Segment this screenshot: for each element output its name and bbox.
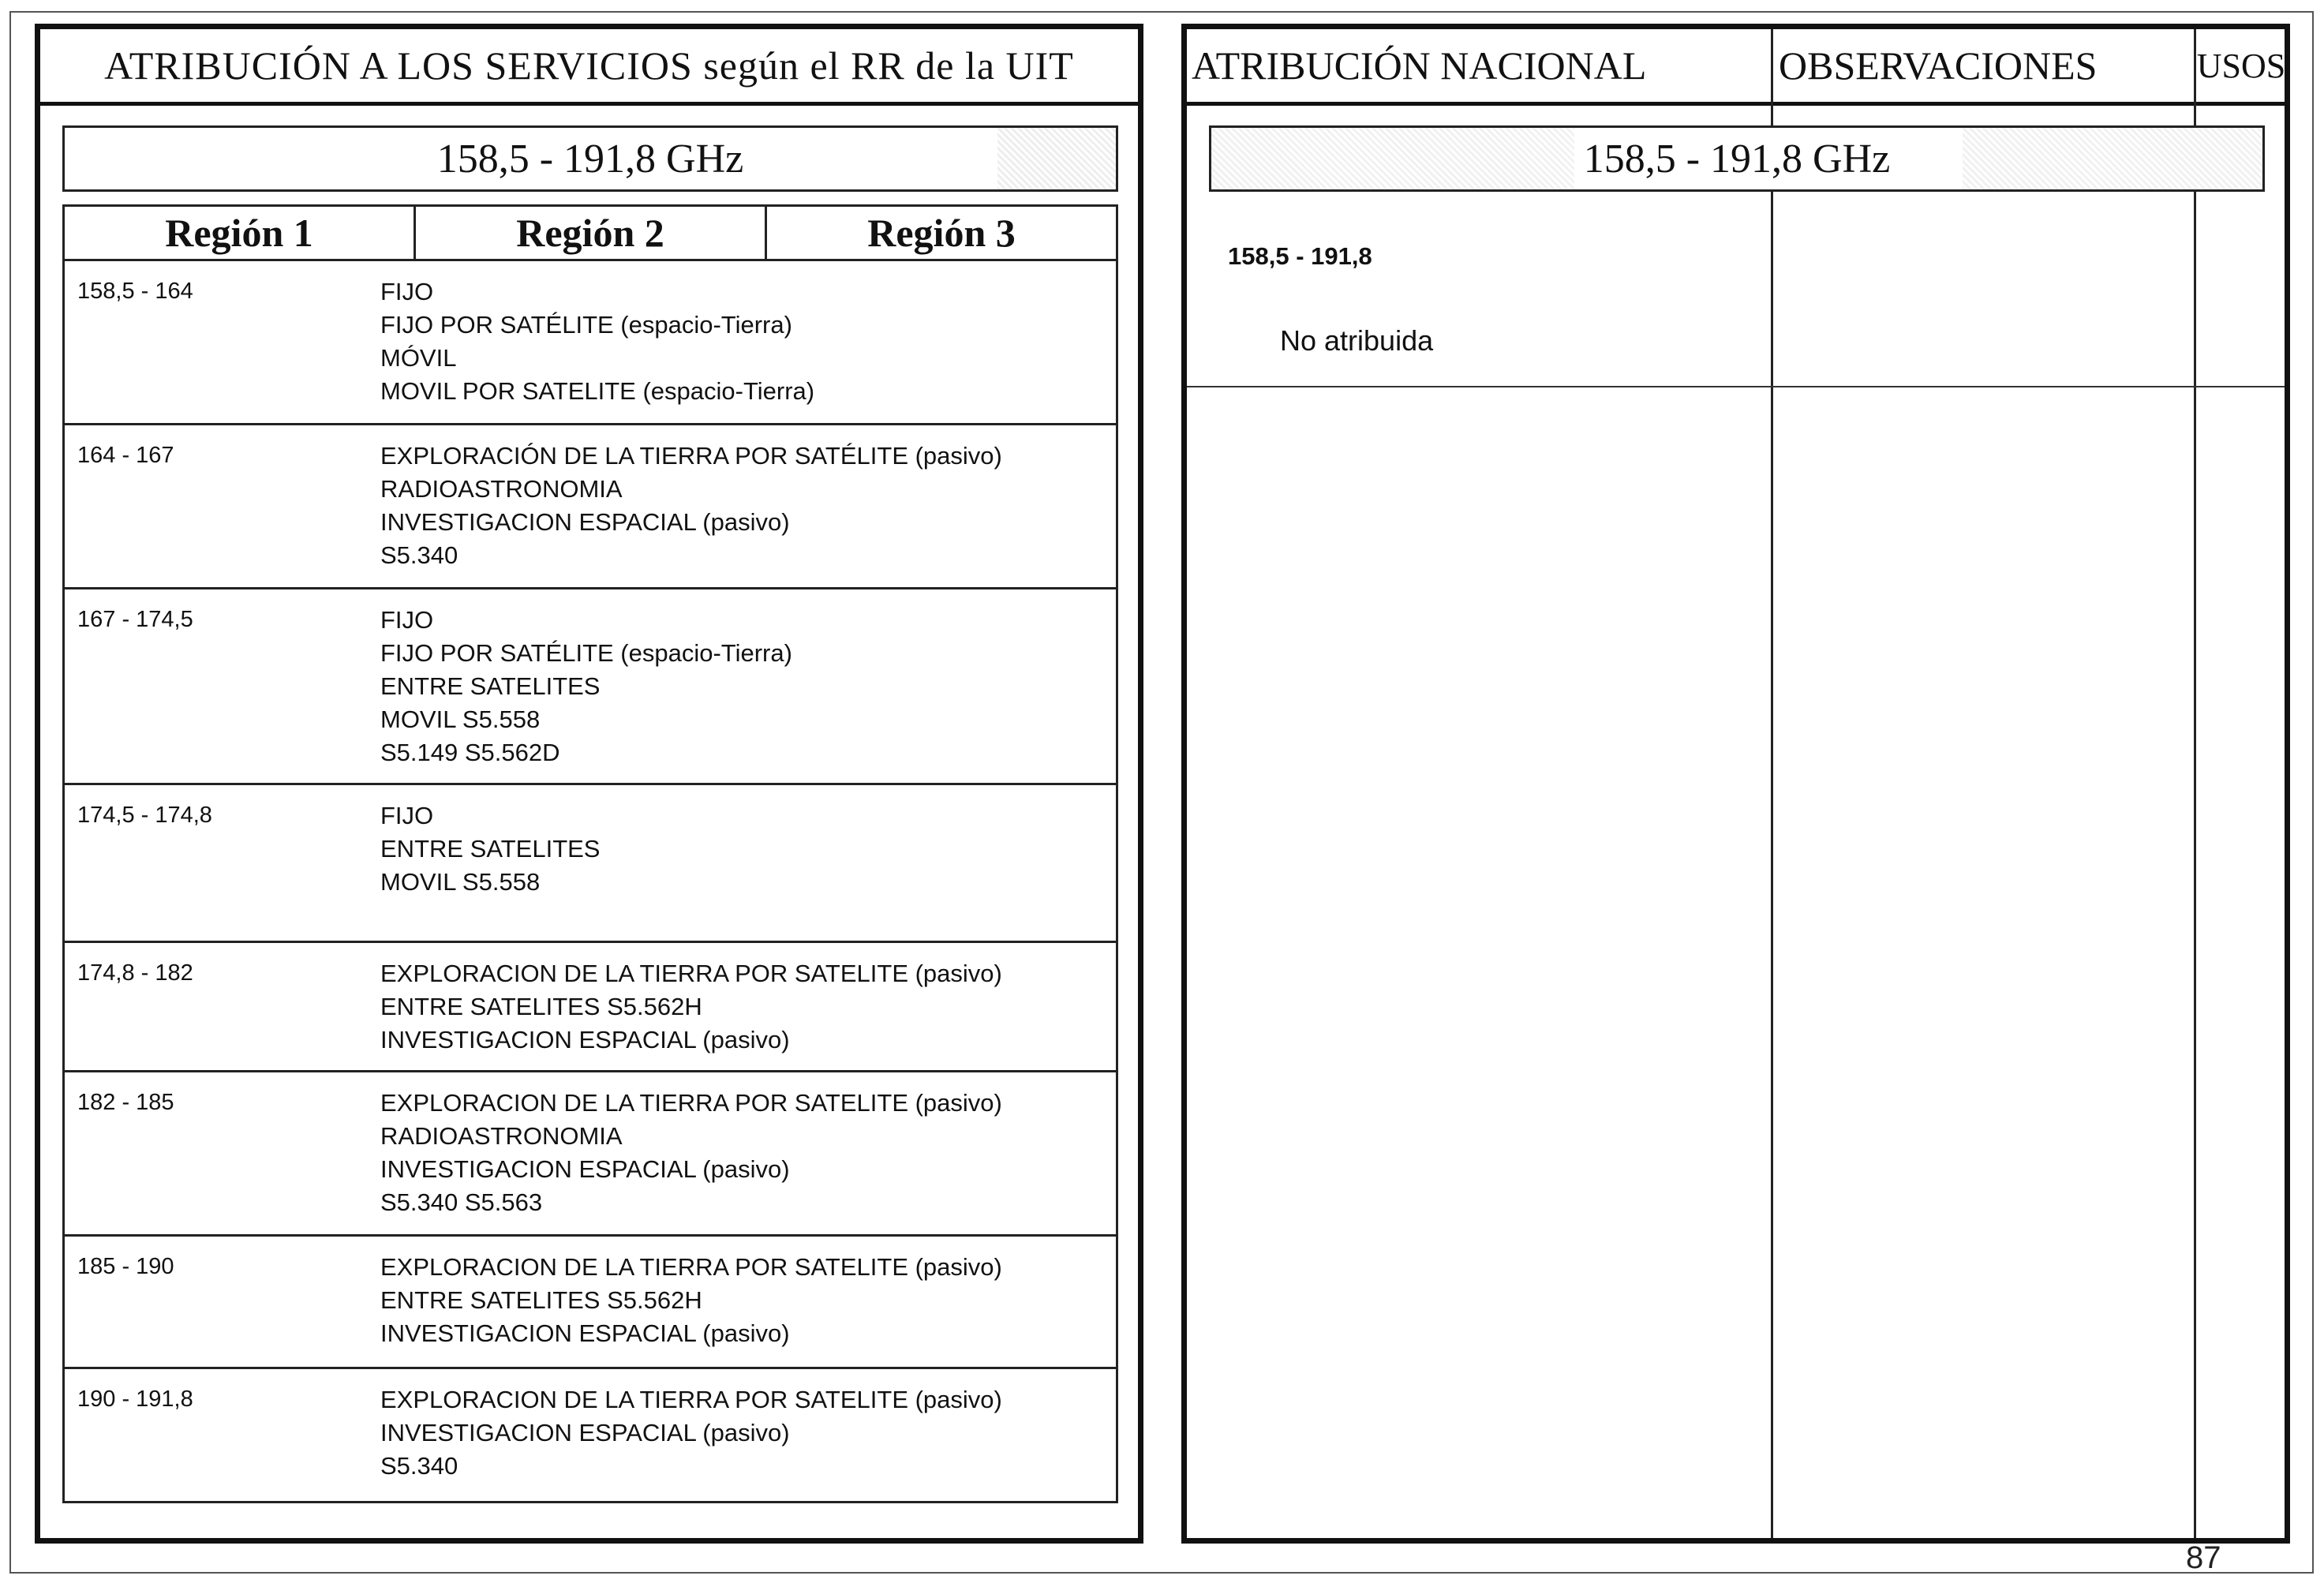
frequency-range: 185 - 190 <box>77 1254 174 1279</box>
region-2-header: Región 2 <box>414 207 765 259</box>
frequency-range: 167 - 174,5 <box>77 607 193 632</box>
service-item: MOVIL S5.558 <box>380 868 541 896</box>
column-divider-uses <box>2194 29 2196 1538</box>
service-item: ENTRE SATELITES S5.562H <box>380 1286 702 1314</box>
allocation-rows <box>65 261 1116 1511</box>
region-header-row <box>65 207 1116 261</box>
page-number: 87 <box>2186 1540 2221 1575</box>
table-row <box>65 1237 1116 1369</box>
table-row <box>65 785 1116 943</box>
service-list <box>380 589 1116 783</box>
frequency-range: 174,5 - 174,8 <box>77 803 212 828</box>
service-list <box>380 425 1116 587</box>
service-item: EXPLORACION DE LA TIERRA POR SATELITE (pasivo) <box>380 1089 1002 1117</box>
service-item: EXPLORACION DE LA TIERRA POR SATELITE (pasivo) <box>380 960 1002 987</box>
frequency-range: 158,5 - 164 <box>77 279 193 304</box>
national-allocation-panel <box>1181 24 2290 1544</box>
itu-allocation-title: ATRIBUCIÓN A LOS SERVICIOS según el RR de la UIT <box>40 29 1138 106</box>
frequency-range: 174,8 - 182 <box>77 960 193 986</box>
service-item: EXPLORACIÓN DE LA TIERRA POR SATÉLITE (pasivo) <box>380 442 1002 470</box>
observations-header: OBSERVACIONES <box>1779 43 2098 88</box>
service-item: FIJO POR SATÉLITE (espacio-Tierra) <box>380 639 792 667</box>
allocation-table <box>62 204 1118 1503</box>
region-1-header: Región 1 <box>165 211 313 255</box>
service-item: RADIOASTRONOMIA <box>380 1122 623 1150</box>
service-item: ENTRE SATELITES <box>380 672 601 700</box>
national-allocation-header: ATRIBUCIÓN NACIONAL <box>1192 43 1647 88</box>
service-item: FIJO <box>380 606 434 634</box>
national-header-row <box>1187 29 2285 106</box>
service-item: EXPLORACION DE LA TIERRA POR SATELITE (pasivo) <box>380 1386 1002 1413</box>
band-shading-right <box>1963 128 2262 189</box>
table-row <box>65 589 1116 785</box>
service-item: FIJO <box>380 802 434 829</box>
national-status: No atribuida <box>1280 324 1434 357</box>
service-list <box>380 785 1116 941</box>
service-item: EXPLORACION DE LA TIERRA POR SATELITE (pasivo) <box>380 1253 1002 1281</box>
service-list <box>380 1237 1116 1367</box>
itu-band-header <box>62 125 1118 192</box>
national-band-header <box>1209 125 2265 192</box>
service-item: INVESTIGACION ESPACIAL (pasivo) <box>380 1155 790 1183</box>
band-shading <box>997 128 1116 189</box>
table-row <box>65 1369 1116 1511</box>
frequency-range: 164 - 167 <box>77 443 174 468</box>
frequency-range: 190 - 191,8 <box>77 1387 193 1412</box>
table-row <box>65 1072 1116 1237</box>
service-item: MÓVIL <box>380 344 457 372</box>
uses-header: USOS <box>2197 46 2285 85</box>
service-item: INVESTIGACION ESPACIAL (pasivo) <box>380 1419 790 1446</box>
service-item: ENTRE SATELITES S5.562H <box>380 993 702 1020</box>
service-item: INVESTIGACION ESPACIAL (pasivo) <box>380 508 790 536</box>
service-item: INVESTIGACION ESPACIAL (pasivo) <box>380 1319 790 1347</box>
service-list <box>380 1369 1116 1511</box>
national-band-label: 158,5 - 191,8 GHz <box>1583 136 1891 182</box>
service-item: INVESTIGACION ESPACIAL (pasivo) <box>380 1026 790 1053</box>
table-row <box>65 943 1116 1072</box>
service-item: S5.340 S5.563 <box>380 1188 543 1216</box>
column-divider-observations <box>1771 29 1773 1538</box>
region-3-header: Región 3 <box>765 207 1116 259</box>
service-item: S5.340 <box>380 541 458 569</box>
itu-allocation-panel <box>35 24 1143 1544</box>
table-row <box>65 425 1116 589</box>
service-item: MOVIL POR SATELITE (espacio-Tierra) <box>380 377 815 405</box>
national-range: 158,5 - 191,8 <box>1228 242 1372 270</box>
service-list <box>380 1072 1116 1234</box>
table-row <box>65 261 1116 425</box>
service-item: ENTRE SATELITES <box>380 835 601 863</box>
itu-band-label: 158,5 - 191,8 GHz <box>436 136 744 182</box>
service-list <box>380 943 1116 1070</box>
band-shading-left <box>1211 128 1574 189</box>
national-row-divider <box>1187 386 2285 387</box>
frequency-range: 182 - 185 <box>77 1090 174 1115</box>
service-item: S5.340 <box>380 1452 458 1480</box>
service-list <box>380 261 1116 423</box>
service-item: FIJO <box>380 278 434 305</box>
service-item: MOVIL S5.558 <box>380 705 541 733</box>
service-item: RADIOASTRONOMIA <box>380 475 623 503</box>
service-item: S5.149 S5.562D <box>380 739 560 766</box>
service-item: FIJO POR SATÉLITE (espacio-Tierra) <box>380 311 792 339</box>
